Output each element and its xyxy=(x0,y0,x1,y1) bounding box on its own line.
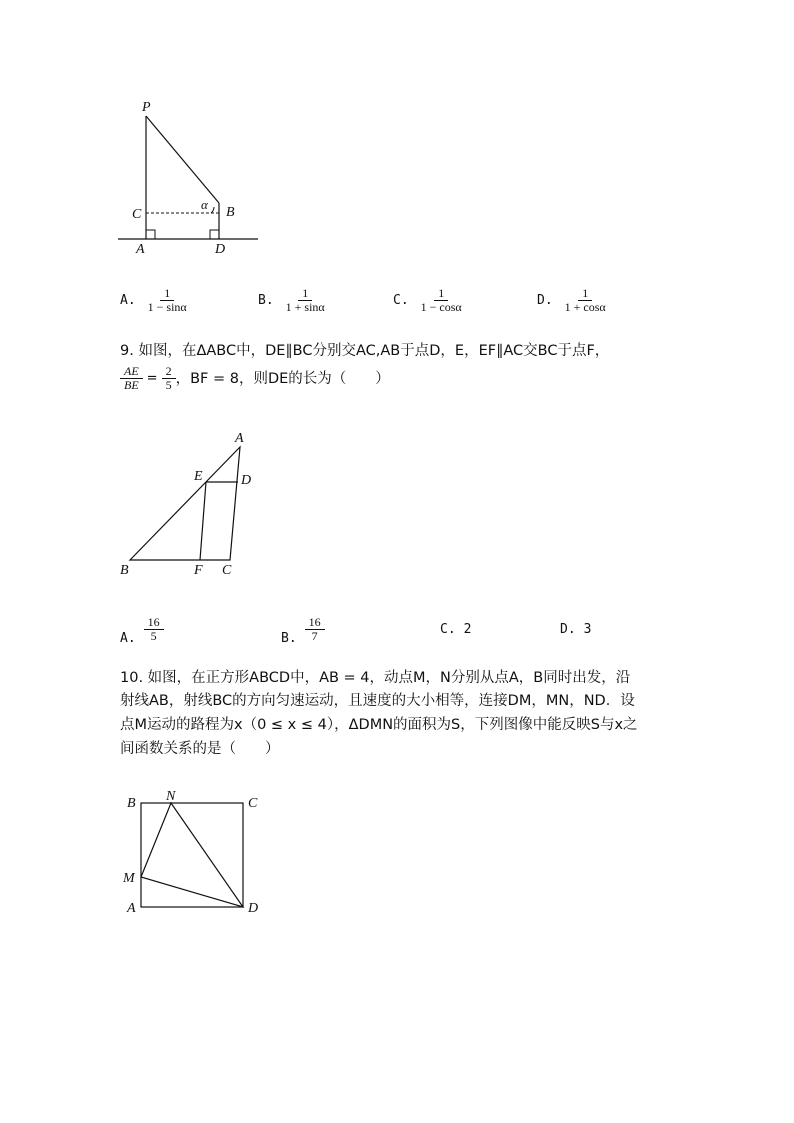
option-letter: B. xyxy=(258,293,274,308)
denominator: 5 xyxy=(150,629,157,643)
q8-option-a[interactable] xyxy=(120,287,191,314)
label-C: C xyxy=(132,207,142,222)
option-letter: C. xyxy=(393,293,409,308)
fraction xyxy=(144,616,164,643)
option-value: 2 xyxy=(463,622,472,637)
option-letter: A. xyxy=(120,631,136,646)
label-N: N xyxy=(166,789,176,804)
ratio-value xyxy=(162,365,176,392)
angle-alpha-arc xyxy=(211,207,214,213)
numerator: 1 xyxy=(160,287,174,301)
q9-line2-text: ，BF = 8，则DE的长为（ ） xyxy=(175,370,390,387)
option-letter: B. xyxy=(281,631,297,646)
option-letter: A. xyxy=(120,293,136,308)
option-letter: C. xyxy=(440,622,456,637)
label-B: B xyxy=(120,563,129,578)
fraction xyxy=(417,287,466,314)
q8-option-b[interactable] xyxy=(258,287,329,314)
q10-line2: 射线AB，射线BC的方向匀速运动，且速度的大小相等，连接DM，MN，ND．设 xyxy=(120,693,635,709)
denominator: 1 − sinα xyxy=(147,300,187,314)
label-C: C xyxy=(248,796,258,811)
triangle-DMN xyxy=(141,803,243,907)
right-angle-A xyxy=(146,230,155,239)
denominator: 7 xyxy=(311,629,318,643)
option-letter: D. xyxy=(560,622,576,637)
fraction xyxy=(282,287,329,314)
denominator: 5 xyxy=(165,378,172,392)
numerator: 16 xyxy=(305,616,325,630)
q10-line3: 点M运动的路程为x（0 ≤ x ≤ 4），ΔDMN的面积为S，下列图像中能反映S与x之 xyxy=(120,717,638,733)
numerator: 1 xyxy=(298,287,312,301)
label-B: B xyxy=(127,796,136,811)
q8-option-c[interactable] xyxy=(393,287,466,314)
numerator: 16 xyxy=(144,616,164,630)
q8-option-d[interactable] xyxy=(537,287,610,314)
denominator: BE xyxy=(124,378,139,392)
segment-EF xyxy=(200,482,206,560)
label-alpha: α xyxy=(201,197,208,212)
label-P: P xyxy=(142,100,151,115)
numerator: 1 xyxy=(434,287,448,301)
denominator: 1 − cosα xyxy=(420,300,462,314)
right-angle-D xyxy=(210,230,219,239)
label-B: B xyxy=(226,205,235,220)
segment-PB xyxy=(146,116,219,203)
figure-q9 xyxy=(110,425,270,580)
figure-q10 xyxy=(115,785,275,920)
label-A: A xyxy=(235,431,244,446)
denominator: 1 + sinα xyxy=(285,300,325,314)
q9-line1: 9. 如图，在ΔABC中，DE∥BC分别交AC,AB于点D，E，EF∥AC交BC于点F， xyxy=(120,343,610,359)
q9-line2 xyxy=(120,365,390,392)
label-F: F xyxy=(194,563,203,578)
label-E: E xyxy=(194,469,203,484)
option-letter: D. xyxy=(537,293,553,308)
equals-sign: = xyxy=(146,370,158,386)
triangle-ABC xyxy=(130,447,240,560)
option-value: 3 xyxy=(583,622,592,637)
fraction xyxy=(305,616,325,643)
numerator: 2 xyxy=(162,365,176,379)
q10-line4: 间函数关系的是（ ） xyxy=(120,741,280,757)
q9-option-a[interactable] xyxy=(120,613,164,646)
q10-line1: 10. 如图，在正方形ABCD中，AB = 4，动点M，N分别从点A，B同时出发，沿 xyxy=(120,670,631,686)
denominator: 1 + cosα xyxy=(564,300,606,314)
fraction xyxy=(561,287,610,314)
numerator: 1 xyxy=(578,287,592,301)
label-C: C xyxy=(222,563,232,578)
label-D: D xyxy=(248,901,259,916)
q9-option-c[interactable] xyxy=(440,622,471,637)
ratio-ae-be xyxy=(120,365,143,392)
fraction xyxy=(144,287,191,314)
label-A: A xyxy=(136,242,145,257)
numerator: AE xyxy=(120,365,143,379)
q9-option-d[interactable] xyxy=(560,622,591,637)
label-A: A xyxy=(127,901,136,916)
label-D: D xyxy=(241,473,252,488)
label-M: M xyxy=(123,871,135,886)
label-D: D xyxy=(215,242,226,257)
figure-q8 xyxy=(110,95,270,260)
q9-option-b[interactable] xyxy=(281,613,325,646)
